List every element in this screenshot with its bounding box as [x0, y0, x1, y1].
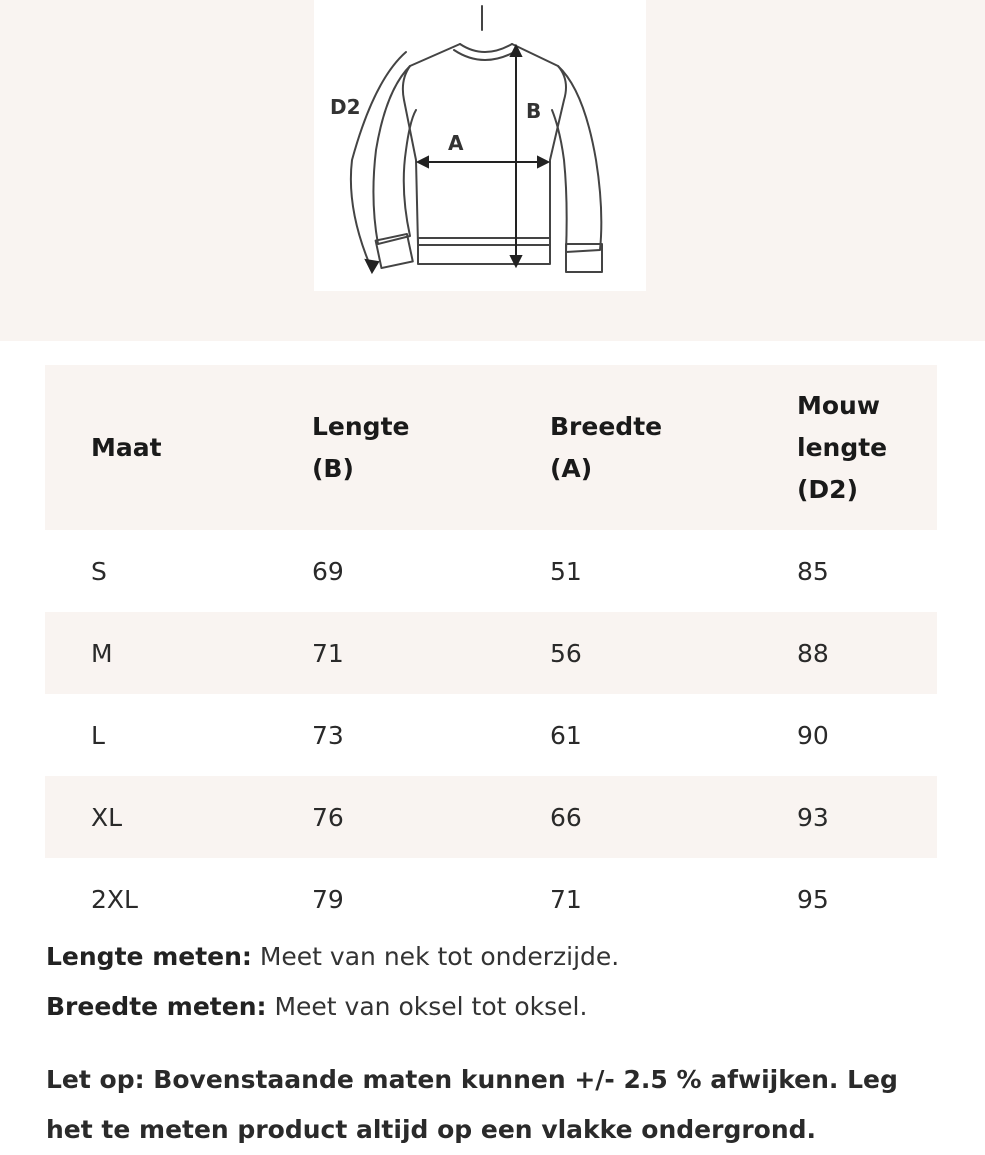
- cell-lengte: 79: [312, 884, 344, 914]
- table-header-row: [45, 365, 937, 530]
- header-breedte: Breedte (A): [550, 411, 663, 483]
- cell-maat: S: [91, 556, 107, 586]
- cell-breedte: 61: [550, 720, 582, 750]
- cell-breedte: 66: [550, 802, 582, 832]
- cell-lengte: 69: [312, 556, 344, 586]
- cell-breedte: 51: [550, 556, 582, 586]
- cell-maat: M: [91, 638, 113, 668]
- cell-breedte: 71: [550, 884, 582, 914]
- cell-maat: 2XL: [91, 884, 138, 914]
- cell-mouw: 90: [797, 720, 829, 750]
- lengte-note-label: Lengte meten:: [46, 942, 252, 971]
- header-maat: Maat: [91, 432, 162, 462]
- cell-breedte: 56: [550, 638, 582, 668]
- cell-lengte: 71: [312, 638, 344, 668]
- lengte-note-text: Meet van nek tot onderzijde.: [251, 942, 620, 971]
- header-mouw-lengte: Mouw lengte (D2): [797, 390, 888, 504]
- breedte-note-text: Meet van oksel tot oksel.: [266, 992, 588, 1021]
- cell-lengte: 76: [312, 802, 344, 832]
- a-label: A: [448, 131, 464, 155]
- header-lengte: Lengte (B): [312, 411, 410, 483]
- cell-mouw: 95: [797, 884, 829, 914]
- cell-maat: XL: [91, 802, 123, 832]
- sweater-illustration: [314, 0, 646, 291]
- cell-mouw: 88: [797, 638, 829, 668]
- table-row: [45, 694, 937, 776]
- table-row: [45, 858, 937, 940]
- warning-line-1: Let op: Bovenstaande maten kunnen +/- 2.5 % afwijken. Leg: [46, 1065, 898, 1094]
- tolerance-warning: [46, 1055, 946, 1155]
- sweater-measurement-diagram: [314, 0, 646, 291]
- size-chart-table: [45, 365, 937, 940]
- d2-label: D2: [330, 95, 361, 119]
- table-row: [45, 530, 937, 612]
- breedte-note-label: Breedte meten:: [46, 992, 267, 1021]
- warning-line-2: het te meten product altijd op een vlakke ondergrond.: [46, 1115, 817, 1144]
- table-row: [45, 776, 937, 858]
- breedte-note: [46, 985, 946, 1035]
- cell-mouw: 85: [797, 556, 829, 586]
- cell-maat: L: [91, 720, 105, 750]
- cell-mouw: 93: [797, 802, 829, 832]
- b-label: B: [526, 99, 542, 123]
- table-row: [45, 612, 937, 694]
- cell-lengte: 73: [312, 720, 344, 750]
- lengte-note: [46, 935, 946, 985]
- measurement-notes: [46, 935, 946, 1155]
